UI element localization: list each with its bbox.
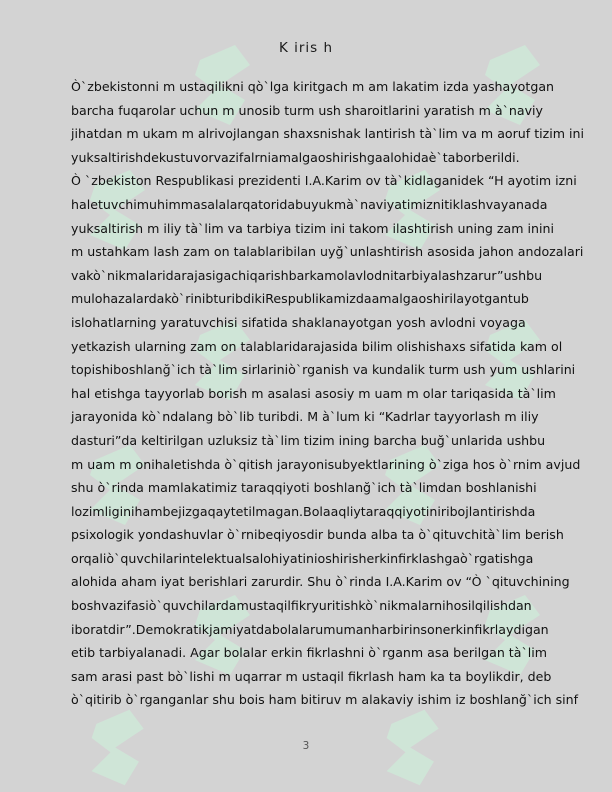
text-line: topishiboshlanğ`ich tà`lim sirlariniò`rganish va kundalik turm ush yum ushlarini bbox=[71, 362, 576, 378]
text-line: barcha fuqarolar uchun m unosib turm ush sharoitlarini yaratish m à`naviy bbox=[71, 102, 544, 118]
text-line: alohida aham iyat berishlari zarurdir. Shu ò`rinda I.A.Karim ov “Ò `qituvchining bbox=[71, 574, 570, 590]
text-line: shu ò`rinda mamlakatimiz taraqqiyoti boshlanğ`ich tà`limdan boshlanishi bbox=[71, 480, 537, 496]
page-heading: K iris h bbox=[278, 40, 334, 56]
body-paragraph bbox=[71, 75, 585, 712]
text-line: islohatlarning yaratuvchisi sifatida shaklanayotgan yosh avlodni voyaga bbox=[71, 314, 526, 330]
text-line: yuksaltirish m iliy tà`lim va tarbiya tizim ini takom ilashtirish uning zam inini bbox=[71, 220, 554, 236]
text-line: haletuvchimuhimmasalalarqatoridabuyukmà`naviyatimiznitiklashvayanada bbox=[71, 196, 548, 212]
text-line: vakò`nikmalaridarajasigachiqarishbarkamolavlodnitarbiyalashzarur”ushbu bbox=[71, 267, 543, 283]
text-line: orqaliò`quvchilarintelektualsalohiyatinioshirisherkinfirklashgaò`rgatishga bbox=[71, 550, 534, 566]
text-line: mulohazalardakò`rinibturibdikiRespublikamizdaamalgaoshirilayotgantub bbox=[71, 291, 529, 307]
text-line: dasturi”da keltirilgan uzluksiz tà`lim tizim ining barcha buğ`unlarida ushbu bbox=[71, 432, 546, 448]
text-line: hal etishga tayyorlab borish m asalasi asosiy m uam m olar tariqasida tà`lim bbox=[71, 385, 556, 401]
text-line: Ò`zbekistonni m ustaqilikni qò`lga kiritgach m am lakatim izda yashayotgan bbox=[71, 79, 555, 94]
text-line: yetkazish ularning zam on talablaridarajasida bilim olishishaxs sifatida kam ol bbox=[71, 338, 563, 354]
text-line: iboratdir”.Demokratikjamiyatdabolalarumumanharbirinsonerkinfikrlaydigan bbox=[71, 621, 549, 637]
text-line: boshvazifasiò`quvchilardamustaqilfikryuritishkò`nikmalarnihosilqilishdan bbox=[71, 598, 532, 614]
text-line: ò`qitirib ò`rganganlar shu bois ham bitiruv m alakaviy ishim iz boshlanğ`ich sinf bbox=[71, 692, 579, 708]
text-line: yuksaltirishdekustuvorvazifalrniamalgaoshirishgaalohidaè`taborberildi. bbox=[71, 149, 520, 165]
text-line: Ò `zbekiston Respublikasi prezidenti I.A.Karim ov tà`kidlaganidek “H ayotim izni bbox=[71, 173, 577, 189]
text-line: jihatdan m ukam m alrivojlangan shaxsnishak lantirish tà`lim va m aoruf tizim ini bbox=[71, 126, 585, 142]
page-number: 3 bbox=[302, 740, 310, 752]
text-line: m uam m onihaletishda ò`qitish jarayonisubyektlarining ò`ziga hos ò`rnim avjud bbox=[71, 456, 581, 472]
text-line: etib tarbiyalanadi. Agar bolalar erkin fikrlashni ò`rganm asa berilgan tà`lim bbox=[71, 645, 548, 661]
text-line: lozimliginihambejizgaqaytetilmagan.Bolaaqliytaraqqiyotiniribojlantirishda bbox=[71, 503, 536, 519]
text-line: psixologik yondashuvlar ò`rnibeqiyosdir bunda alba ta ò`qituvchità`lim berish bbox=[71, 527, 564, 543]
text-line: m ustahkam lash zam on talablaribilan uyğ`unlashtirish asosida jahon andozalari bbox=[71, 244, 584, 260]
text-line: jarayonida kò`ndalang bò`lib turibdi. M à`lum ki “Kadrlar tayyorlash m iliy bbox=[71, 409, 539, 425]
text-line: sam arasi past bò`lishi m uqarrar m ustaqil fikrlash ham ka ta boylikdir, deb bbox=[71, 668, 552, 684]
